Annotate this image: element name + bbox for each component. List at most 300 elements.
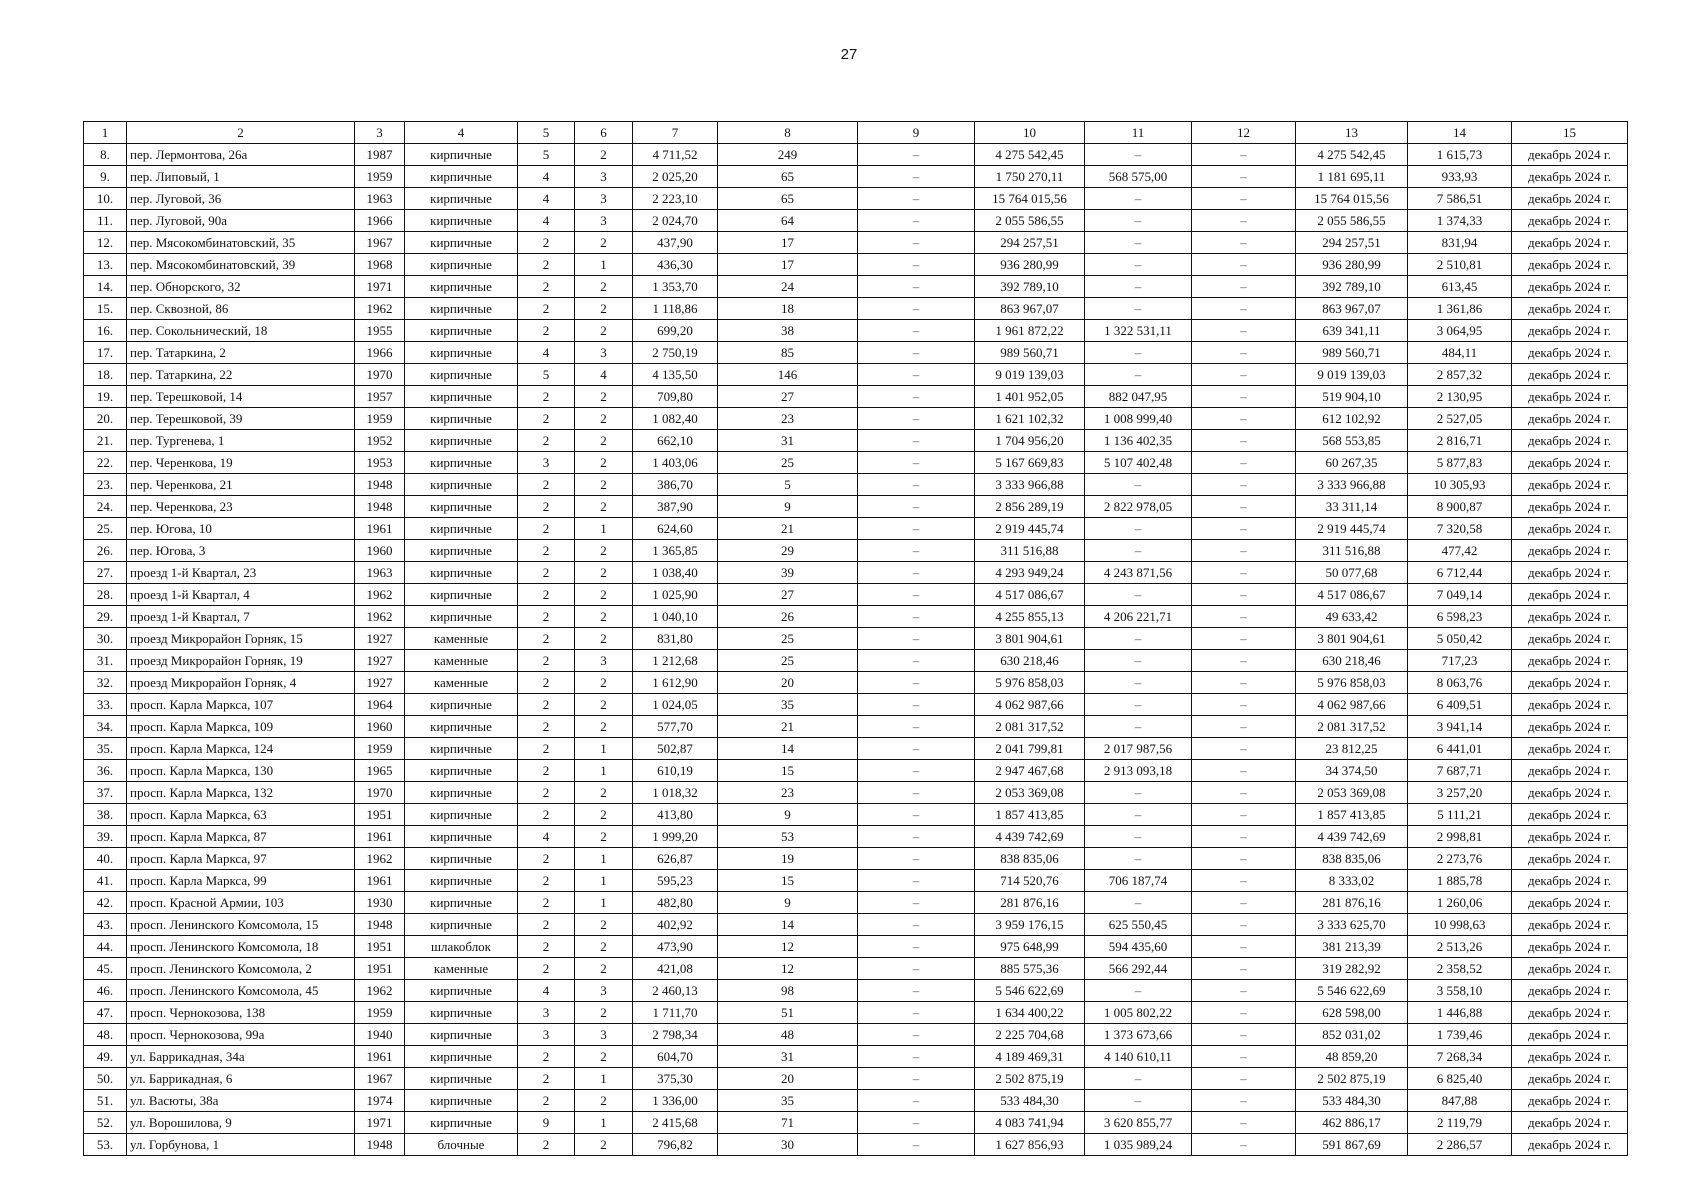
table-cell-col-5: 5: [518, 364, 575, 386]
table-cell-col-2: проезд 1-й Квартал, 23: [127, 562, 355, 584]
column-header-3: 3: [355, 122, 405, 144]
table-cell-col-14: 6 409,51: [1408, 694, 1512, 716]
table-cell-col-7: 1 999,20: [633, 826, 718, 848]
table-cell-col-13: 49 633,42: [1296, 606, 1408, 628]
table-cell-col-9: –: [858, 518, 975, 540]
table-row: [84, 606, 1628, 628]
table-cell-col-3: 1962: [355, 980, 405, 1002]
table-cell-col-6: 2: [575, 144, 633, 166]
table-cell-col-7: 502,87: [633, 738, 718, 760]
table-cell-col-4: кирпичные: [405, 870, 518, 892]
table-cell-col-2: пер. Луговой, 36: [127, 188, 355, 210]
table-cell-col-9: –: [858, 650, 975, 672]
table-cell-col-3: 1952: [355, 430, 405, 452]
table-cell-col-15: декабрь 2024 г.: [1512, 870, 1628, 892]
table-cell-col-6: 1: [575, 738, 633, 760]
table-cell-col-1: 27.: [84, 562, 127, 584]
table-cell-col-2: пер. Терешковой, 14: [127, 386, 355, 408]
table-cell-col-9: –: [858, 188, 975, 210]
table-cell-col-4: кирпичные: [405, 210, 518, 232]
header-row: [84, 122, 1628, 144]
table-cell-col-11: 4 206 221,71: [1085, 606, 1192, 628]
table-cell-col-12: –: [1192, 386, 1296, 408]
table-cell-col-6: 1: [575, 1112, 633, 1134]
table-row: [84, 232, 1628, 254]
table-cell-col-3: 1957: [355, 386, 405, 408]
table-cell-col-15: декабрь 2024 г.: [1512, 826, 1628, 848]
table-cell-col-6: 3: [575, 1024, 633, 1046]
table-row: [84, 936, 1628, 958]
table-cell-col-12: –: [1192, 496, 1296, 518]
table-cell-col-11: –: [1085, 232, 1192, 254]
table-cell-col-12: –: [1192, 804, 1296, 826]
table-cell-col-2: пер. Татаркина, 22: [127, 364, 355, 386]
table-cell-col-15: декабрь 2024 г.: [1512, 606, 1628, 628]
table-cell-col-9: –: [858, 716, 975, 738]
table-cell-col-7: 2 798,34: [633, 1024, 718, 1046]
table-cell-col-6: 1: [575, 870, 633, 892]
table-cell-col-14: 2 998,81: [1408, 826, 1512, 848]
table-row: [84, 672, 1628, 694]
table-cell-col-6: 2: [575, 628, 633, 650]
column-header-14: 14: [1408, 122, 1512, 144]
table-cell-col-10: 863 967,07: [975, 298, 1085, 320]
table-cell-col-8: 17: [718, 232, 858, 254]
table-cell-col-3: 1961: [355, 826, 405, 848]
table-cell-col-9: –: [858, 936, 975, 958]
table-cell-col-9: –: [858, 364, 975, 386]
table-cell-col-15: декабрь 2024 г.: [1512, 584, 1628, 606]
table-cell-col-7: 4 711,52: [633, 144, 718, 166]
table-cell-col-13: 381 213,39: [1296, 936, 1408, 958]
table-row: [84, 386, 1628, 408]
table-cell-col-15: декабрь 2024 г.: [1512, 430, 1628, 452]
table-cell-col-1: 8.: [84, 144, 127, 166]
table-cell-col-13: 591 867,69: [1296, 1134, 1408, 1156]
table-cell-col-13: 311 516,88: [1296, 540, 1408, 562]
table-cell-col-13: 23 812,25: [1296, 738, 1408, 760]
table-cell-col-13: 3 333 966,88: [1296, 474, 1408, 496]
table-cell-col-11: –: [1085, 1090, 1192, 1112]
table-cell-col-7: 610,19: [633, 760, 718, 782]
table-cell-col-13: 2 502 875,19: [1296, 1068, 1408, 1090]
table-cell-col-9: –: [858, 144, 975, 166]
table-cell-col-5: 2: [518, 1134, 575, 1156]
table-cell-col-9: –: [858, 232, 975, 254]
table-cell-col-9: –: [858, 540, 975, 562]
table-cell-col-10: 2 081 317,52: [975, 716, 1085, 738]
table-cell-col-2: пер. Терешковой, 39: [127, 408, 355, 430]
table-cell-col-12: –: [1192, 782, 1296, 804]
table-cell-col-2: просп. Карла Маркса, 124: [127, 738, 355, 760]
table-cell-col-3: 1965: [355, 760, 405, 782]
column-header-5: 5: [518, 122, 575, 144]
table-cell-col-5: 2: [518, 232, 575, 254]
table-cell-col-7: 577,70: [633, 716, 718, 738]
table-cell-col-3: 1961: [355, 870, 405, 892]
table-cell-col-14: 6 441,01: [1408, 738, 1512, 760]
table-cell-col-5: 2: [518, 562, 575, 584]
table-cell-col-4: кирпичные: [405, 1024, 518, 1046]
table-cell-col-15: декабрь 2024 г.: [1512, 738, 1628, 760]
table-cell-col-7: 1 025,90: [633, 584, 718, 606]
table-cell-col-9: –: [858, 1046, 975, 1068]
table-cell-col-4: кирпичные: [405, 540, 518, 562]
table-cell-col-8: 12: [718, 958, 858, 980]
table-cell-col-3: 1962: [355, 606, 405, 628]
table-cell-col-10: 311 516,88: [975, 540, 1085, 562]
table-cell-col-10: 5 546 622,69: [975, 980, 1085, 1002]
table-cell-col-3: 1970: [355, 364, 405, 386]
table-cell-col-15: декабрь 2024 г.: [1512, 562, 1628, 584]
table-body: [84, 144, 1628, 1156]
table-cell-col-8: 12: [718, 936, 858, 958]
table-cell-col-10: 1 627 856,93: [975, 1134, 1085, 1156]
table-cell-col-9: –: [858, 408, 975, 430]
table-cell-col-11: –: [1085, 518, 1192, 540]
table-cell-col-12: –: [1192, 1046, 1296, 1068]
table-cell-col-4: каменные: [405, 958, 518, 980]
table-cell-col-5: 2: [518, 1046, 575, 1068]
table-cell-col-6: 2: [575, 540, 633, 562]
table-cell-col-7: 1 038,40: [633, 562, 718, 584]
table-cell-col-3: 1966: [355, 210, 405, 232]
table-cell-col-3: 1961: [355, 1046, 405, 1068]
table-cell-col-1: 52.: [84, 1112, 127, 1134]
table-cell-col-7: 1 082,40: [633, 408, 718, 430]
table-cell-col-3: 1971: [355, 276, 405, 298]
table-header: [84, 122, 1628, 144]
table-cell-col-1: 48.: [84, 1024, 127, 1046]
table-cell-col-10: 885 575,36: [975, 958, 1085, 980]
table-cell-col-15: декабрь 2024 г.: [1512, 980, 1628, 1002]
table-cell-col-1: 30.: [84, 628, 127, 650]
table-cell-col-7: 473,90: [633, 936, 718, 958]
table-cell-col-5: 2: [518, 738, 575, 760]
table-cell-col-11: 2 822 978,05: [1085, 496, 1192, 518]
table-cell-col-8: 39: [718, 562, 858, 584]
table-cell-col-14: 8 900,87: [1408, 496, 1512, 518]
table-cell-col-11: –: [1085, 364, 1192, 386]
table-cell-col-6: 2: [575, 1002, 633, 1024]
table-cell-col-2: пер. Луговой, 90а: [127, 210, 355, 232]
table-cell-col-11: –: [1085, 628, 1192, 650]
table-cell-col-15: декабрь 2024 г.: [1512, 144, 1628, 166]
table-cell-col-14: 2 273,76: [1408, 848, 1512, 870]
table-cell-col-14: 2 510,81: [1408, 254, 1512, 276]
column-header-8: 8: [718, 122, 858, 144]
table-cell-col-3: 1962: [355, 848, 405, 870]
table-cell-col-12: –: [1192, 848, 1296, 870]
table-cell-col-12: –: [1192, 562, 1296, 584]
table-cell-col-8: 21: [718, 716, 858, 738]
table-row: [84, 540, 1628, 562]
table-cell-col-1: 19.: [84, 386, 127, 408]
table-cell-col-15: декабрь 2024 г.: [1512, 628, 1628, 650]
table-cell-col-6: 1: [575, 848, 633, 870]
table-cell-col-5: 2: [518, 430, 575, 452]
table-cell-col-10: 714 520,76: [975, 870, 1085, 892]
table-cell-col-11: –: [1085, 980, 1192, 1002]
table-cell-col-2: просп. Ленинского Комсомола, 2: [127, 958, 355, 980]
table-cell-col-10: 936 280,99: [975, 254, 1085, 276]
table-cell-col-13: 2 053 369,08: [1296, 782, 1408, 804]
table-cell-col-13: 4 062 987,66: [1296, 694, 1408, 716]
table-cell-col-12: –: [1192, 188, 1296, 210]
table-cell-col-11: –: [1085, 694, 1192, 716]
table-cell-col-2: просп. Красной Армии, 103: [127, 892, 355, 914]
table-cell-col-6: 2: [575, 694, 633, 716]
table-cell-col-15: декабрь 2024 г.: [1512, 1112, 1628, 1134]
table-cell-col-14: 3 064,95: [1408, 320, 1512, 342]
table-cell-col-3: 1927: [355, 650, 405, 672]
table-cell-col-7: 709,80: [633, 386, 718, 408]
table-cell-col-14: 484,11: [1408, 342, 1512, 364]
table-cell-col-1: 51.: [84, 1090, 127, 1112]
table-cell-col-8: 51: [718, 1002, 858, 1024]
table-cell-col-5: 2: [518, 496, 575, 518]
table-cell-col-2: просп. Чернокозова, 138: [127, 1002, 355, 1024]
column-header-11: 11: [1085, 122, 1192, 144]
table-cell-col-12: –: [1192, 1002, 1296, 1024]
table-cell-col-8: 9: [718, 804, 858, 826]
table-cell-col-8: 20: [718, 1068, 858, 1090]
table-cell-col-4: кирпичные: [405, 562, 518, 584]
table-cell-col-7: 831,80: [633, 628, 718, 650]
table-cell-col-7: 1 212,68: [633, 650, 718, 672]
table-cell-col-14: 2 286,57: [1408, 1134, 1512, 1156]
table-cell-col-11: 594 435,60: [1085, 936, 1192, 958]
table-cell-col-2: пер. Сокольнический, 18: [127, 320, 355, 342]
table-cell-col-13: 462 886,17: [1296, 1112, 1408, 1134]
table-cell-col-14: 6 712,44: [1408, 562, 1512, 584]
table-cell-col-15: декабрь 2024 г.: [1512, 188, 1628, 210]
table-row: [84, 144, 1628, 166]
table-cell-col-6: 2: [575, 452, 633, 474]
table-cell-col-11: –: [1085, 826, 1192, 848]
table-cell-col-12: –: [1192, 914, 1296, 936]
table-cell-col-11: –: [1085, 342, 1192, 364]
table-cell-col-3: 1953: [355, 452, 405, 474]
table-cell-col-14: 5 111,21: [1408, 804, 1512, 826]
table-cell-col-1: 24.: [84, 496, 127, 518]
table-row: [84, 408, 1628, 430]
column-header-10: 10: [975, 122, 1085, 144]
column-header-1: 1: [84, 122, 127, 144]
table-cell-col-10: 2 041 799,81: [975, 738, 1085, 760]
table-cell-col-2: пер. Обнорского, 32: [127, 276, 355, 298]
table-cell-col-8: 18: [718, 298, 858, 320]
table-cell-col-2: просп. Карла Маркса, 107: [127, 694, 355, 716]
table-cell-col-8: 14: [718, 914, 858, 936]
table-cell-col-9: –: [858, 892, 975, 914]
table-cell-col-3: 1959: [355, 1002, 405, 1024]
table-cell-col-1: 32.: [84, 672, 127, 694]
table-cell-col-7: 1 040,10: [633, 606, 718, 628]
table-cell-col-11: 4 243 871,56: [1085, 562, 1192, 584]
table-cell-col-3: 1968: [355, 254, 405, 276]
table-cell-col-14: 2 358,52: [1408, 958, 1512, 980]
table-cell-col-13: 2 081 317,52: [1296, 716, 1408, 738]
table-cell-col-10: 5 976 858,03: [975, 672, 1085, 694]
column-header-15: 15: [1512, 122, 1628, 144]
table-cell-col-7: 662,10: [633, 430, 718, 452]
table-cell-col-14: 3 257,20: [1408, 782, 1512, 804]
table-cell-col-8: 64: [718, 210, 858, 232]
table-cell-col-3: 1967: [355, 1068, 405, 1090]
table-cell-col-14: 831,94: [1408, 232, 1512, 254]
table-cell-col-9: –: [858, 1134, 975, 1156]
table-cell-col-4: кирпичные: [405, 1090, 518, 1112]
table-cell-col-7: 1 365,85: [633, 540, 718, 562]
table-cell-col-4: кирпичные: [405, 320, 518, 342]
table-cell-col-3: 1951: [355, 804, 405, 826]
table-cell-col-6: 2: [575, 672, 633, 694]
table-cell-col-1: 14.: [84, 276, 127, 298]
table-cell-col-8: 35: [718, 1090, 858, 1112]
table-cell-col-12: –: [1192, 210, 1296, 232]
table-cell-col-1: 35.: [84, 738, 127, 760]
table-cell-col-6: 2: [575, 386, 633, 408]
table-cell-col-13: 3 801 904,61: [1296, 628, 1408, 650]
table-cell-col-10: 5 167 669,83: [975, 452, 1085, 474]
table-cell-col-11: –: [1085, 144, 1192, 166]
table-cell-col-9: –: [858, 562, 975, 584]
table-cell-col-14: 7 268,34: [1408, 1046, 1512, 1068]
table-cell-col-4: кирпичные: [405, 826, 518, 848]
table-cell-col-2: пер. Мясокомбинатовский, 35: [127, 232, 355, 254]
table-cell-col-10: 294 257,51: [975, 232, 1085, 254]
table-cell-col-12: –: [1192, 628, 1296, 650]
table-cell-col-14: 6 598,23: [1408, 606, 1512, 628]
table-cell-col-2: просп. Карла Маркса, 132: [127, 782, 355, 804]
table-cell-col-11: –: [1085, 474, 1192, 496]
table-cell-col-10: 9 019 139,03: [975, 364, 1085, 386]
table-row: [84, 518, 1628, 540]
table-cell-col-6: 2: [575, 826, 633, 848]
table-cell-col-10: 2 053 369,08: [975, 782, 1085, 804]
table-cell-col-9: –: [858, 386, 975, 408]
table-row: [84, 364, 1628, 386]
table-cell-col-1: 45.: [84, 958, 127, 980]
table-row: [84, 1068, 1628, 1090]
table-cell-col-5: 2: [518, 650, 575, 672]
table-cell-col-14: 5 050,42: [1408, 628, 1512, 650]
table-row: [84, 650, 1628, 672]
table-cell-col-2: ул. Ворошилова, 9: [127, 1112, 355, 1134]
table-cell-col-7: 1 711,70: [633, 1002, 718, 1024]
table-cell-col-1: 50.: [84, 1068, 127, 1090]
table-cell-col-15: декабрь 2024 г.: [1512, 1134, 1628, 1156]
table-cell-col-12: –: [1192, 760, 1296, 782]
table-cell-col-2: пер. Лермонтова, 26а: [127, 144, 355, 166]
table-cell-col-3: 1959: [355, 408, 405, 430]
table-cell-col-14: 8 063,76: [1408, 672, 1512, 694]
table-row: [84, 804, 1628, 826]
table-cell-col-2: просп. Карла Маркса, 109: [127, 716, 355, 738]
table-cell-col-13: 533 484,30: [1296, 1090, 1408, 1112]
table-cell-col-2: ул. Горбунова, 1: [127, 1134, 355, 1156]
table-cell-col-10: 1 750 270,11: [975, 166, 1085, 188]
table-cell-col-2: просп. Ленинского Комсомола, 45: [127, 980, 355, 1002]
table-cell-col-4: кирпичные: [405, 364, 518, 386]
table-row: [84, 1002, 1628, 1024]
table-cell-col-10: 838 835,06: [975, 848, 1085, 870]
table-cell-col-13: 9 019 139,03: [1296, 364, 1408, 386]
table-cell-col-9: –: [858, 606, 975, 628]
table-cell-col-9: –: [858, 848, 975, 870]
table-cell-col-7: 624,60: [633, 518, 718, 540]
table-cell-col-6: 2: [575, 474, 633, 496]
table-cell-col-10: 1 857 413,85: [975, 804, 1085, 826]
table-cell-col-12: –: [1192, 474, 1296, 496]
table-cell-col-15: декабрь 2024 г.: [1512, 1090, 1628, 1112]
table-cell-col-15: декабрь 2024 г.: [1512, 518, 1628, 540]
table-cell-col-11: –: [1085, 892, 1192, 914]
table-cell-col-3: 1962: [355, 584, 405, 606]
table-cell-col-7: 386,70: [633, 474, 718, 496]
table-cell-col-9: –: [858, 980, 975, 1002]
table-cell-col-12: –: [1192, 166, 1296, 188]
table-cell-col-12: –: [1192, 276, 1296, 298]
table-cell-col-4: каменные: [405, 650, 518, 672]
table-cell-col-4: кирпичные: [405, 848, 518, 870]
table-cell-col-9: –: [858, 914, 975, 936]
table-cell-col-15: декабрь 2024 г.: [1512, 804, 1628, 826]
table-cell-col-3: 1951: [355, 936, 405, 958]
table-cell-col-6: 2: [575, 298, 633, 320]
table-cell-col-3: 1927: [355, 628, 405, 650]
table-cell-col-7: 595,23: [633, 870, 718, 892]
table-cell-col-12: –: [1192, 584, 1296, 606]
table-cell-col-9: –: [858, 804, 975, 826]
buildings-table: [83, 121, 1628, 1156]
table-cell-col-7: 1 024,05: [633, 694, 718, 716]
table-cell-col-5: 2: [518, 804, 575, 826]
table-cell-col-6: 2: [575, 276, 633, 298]
table-cell-col-12: –: [1192, 1024, 1296, 1046]
table-cell-col-8: 15: [718, 870, 858, 892]
table-cell-col-4: кирпичные: [405, 1112, 518, 1134]
column-header-13: 13: [1296, 122, 1408, 144]
table-cell-col-2: просп. Чернокозова, 99а: [127, 1024, 355, 1046]
table-cell-col-5: 2: [518, 540, 575, 562]
table-cell-col-2: пер. Черенкова, 19: [127, 452, 355, 474]
table-cell-col-9: –: [858, 1090, 975, 1112]
table-cell-col-9: –: [858, 782, 975, 804]
table-cell-col-10: 975 648,99: [975, 936, 1085, 958]
table-cell-col-5: 4: [518, 210, 575, 232]
table-cell-col-4: кирпичные: [405, 298, 518, 320]
table-cell-col-12: –: [1192, 1068, 1296, 1090]
table-cell-col-5: 3: [518, 1002, 575, 1024]
table-cell-col-13: 936 280,99: [1296, 254, 1408, 276]
table-cell-col-10: 4 275 542,45: [975, 144, 1085, 166]
table-cell-col-9: –: [858, 1068, 975, 1090]
table-cell-col-11: –: [1085, 650, 1192, 672]
table-cell-col-15: декабрь 2024 г.: [1512, 298, 1628, 320]
table-cell-col-13: 2 919 445,74: [1296, 518, 1408, 540]
table-cell-col-3: 1970: [355, 782, 405, 804]
table-cell-col-4: кирпичные: [405, 914, 518, 936]
table-cell-col-3: 1959: [355, 738, 405, 760]
table-cell-col-3: 1964: [355, 694, 405, 716]
table-cell-col-12: –: [1192, 452, 1296, 474]
table-cell-col-10: 2 947 467,68: [975, 760, 1085, 782]
table-cell-col-14: 2 119,79: [1408, 1112, 1512, 1134]
table-cell-col-9: –: [858, 254, 975, 276]
table-cell-col-13: 319 282,92: [1296, 958, 1408, 980]
